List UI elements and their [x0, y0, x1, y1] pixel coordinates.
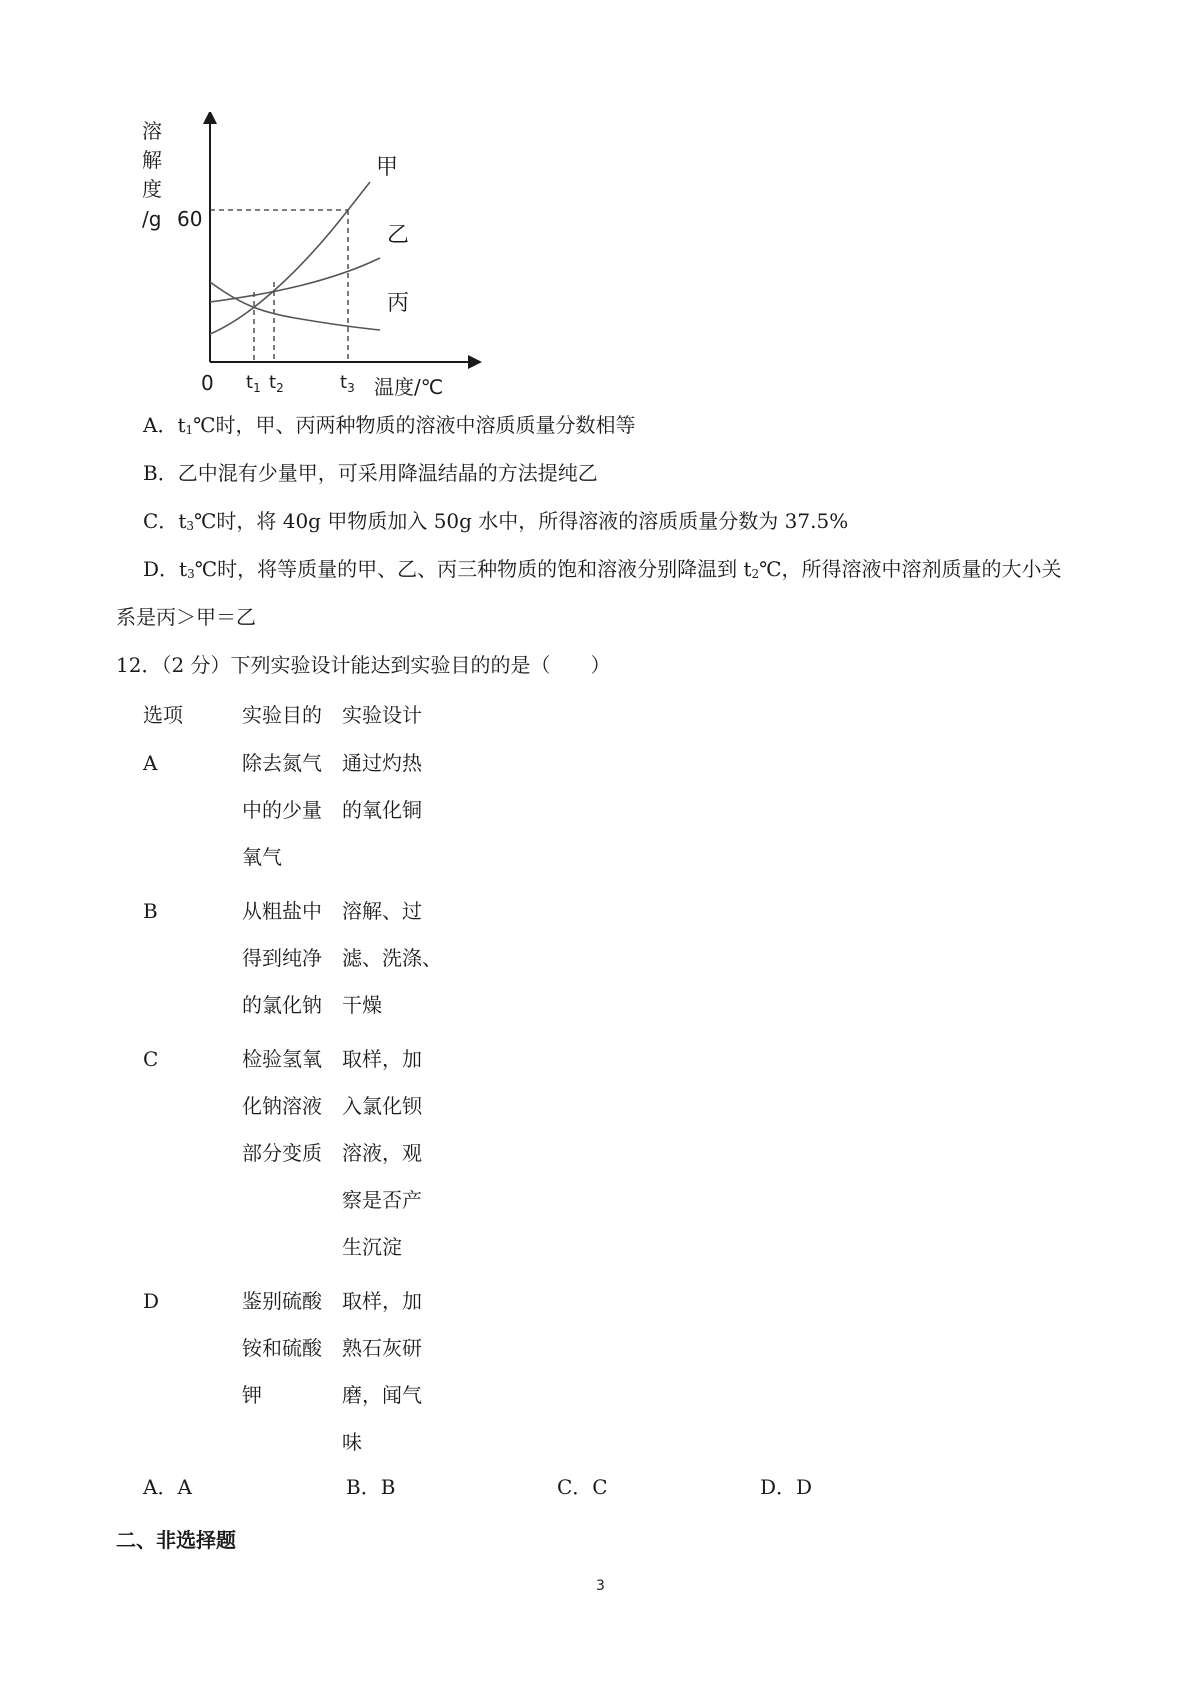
- table-row-d-option: D: [143, 1289, 160, 1313]
- section-heading: 二、非选择题: [116, 1528, 236, 1552]
- table-row-c-design: 取样，加 入氯化钡 溶液，观 察是否产 生沉淀: [342, 1047, 422, 1259]
- option-c: C．t3℃时，将 40g 甲物质加入 50g 水中，所得溶液的溶质质量分数为 37.5%: [143, 509, 849, 533]
- table-row-b-purpose: 从粗盐中 得到纯净 的氯化钠: [242, 899, 322, 1017]
- table-header-purpose: 实验目的: [242, 703, 322, 727]
- series-label-yi: 乙: [387, 223, 410, 248]
- y-axis-label-char: /g: [142, 207, 162, 231]
- page-number: 3: [596, 1578, 605, 1594]
- solubility-chart: [130, 112, 490, 402]
- table-row-d-purpose: 鉴别硫酸 铵和硫酸 钾: [242, 1289, 322, 1407]
- x-axis-label: 温度/℃: [374, 375, 444, 399]
- option-a: A．t1℃时，甲、丙两种物质的溶液中溶质质量分数相等: [143, 413, 636, 437]
- table-row-a-purpose: 除去氮气 中的少量 氧气: [242, 751, 322, 869]
- series-label-bing: 丙: [387, 291, 410, 316]
- x-tick-t3: $t_3$: [340, 372, 355, 395]
- x-tick-t1: $t_1$: [246, 372, 261, 395]
- option-b: B．乙中混有少量甲，可采用降温结晶的方法提纯乙: [143, 461, 598, 485]
- table-row-a-option: A: [143, 751, 158, 775]
- answer-a: A．A: [143, 1475, 192, 1499]
- curve-bing: [210, 282, 380, 330]
- table-row-d-design: 取样，加 熟石灰研 磨，闻气 味: [342, 1289, 422, 1454]
- table-row-c-purpose: 检验氢氧 化钠溶液 部分变质: [242, 1047, 322, 1165]
- series-label-jia: 甲: [376, 155, 399, 180]
- table-row-c-option: C: [143, 1047, 159, 1071]
- option-d-continued: 系是丙＞甲＝乙: [116, 605, 256, 629]
- answer-c: C．C: [557, 1475, 608, 1499]
- table-header-option: 选项: [143, 703, 183, 727]
- origin-label: 0: [201, 371, 214, 395]
- y-axis-label-char: 解: [142, 148, 162, 172]
- curve-yi: [210, 258, 380, 302]
- y-tick-label: 60: [177, 207, 203, 231]
- option-d: D．t3℃时，将等质量的甲、乙、丙三种物质的饱和溶液分别降温到 t2℃，所得溶液中溶剂质量的大小关: [143, 557, 1062, 581]
- answer-d: D．D: [760, 1475, 813, 1499]
- table-row-b-design: 溶解、过 滤、洗涤、 干燥: [342, 899, 442, 1017]
- answer-b: B．B: [346, 1475, 396, 1499]
- curve-jia: [210, 182, 370, 334]
- table-row-a-design: 通过灼热 的氧化铜: [342, 751, 422, 822]
- table-row-b-option: B: [143, 899, 158, 923]
- table-header-design: 实验设计: [342, 703, 422, 727]
- y-axis-label-char: 溶: [142, 119, 162, 143]
- question-12-stem: 12．（2 分）下列实验设计能达到实验目的的是（ ）: [116, 653, 611, 677]
- x-tick-t2: $t_2$: [269, 372, 284, 395]
- y-axis-label-char: 度: [142, 177, 162, 201]
